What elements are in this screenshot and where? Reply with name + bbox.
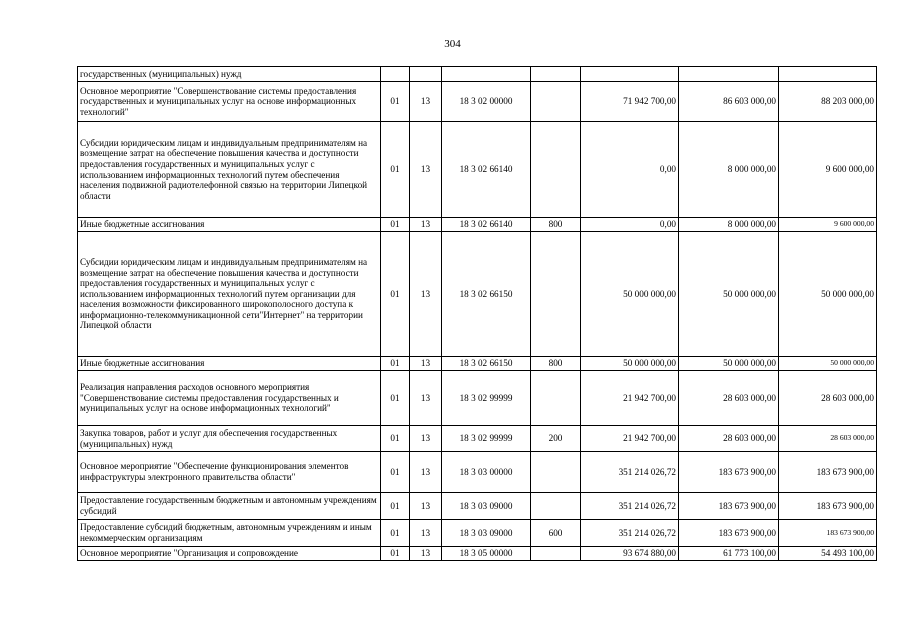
row-razdel: 01	[381, 232, 410, 357]
row-sum-3: 54 493 100,00	[779, 547, 877, 561]
row-sum-3: 50 000 000,00	[779, 232, 877, 357]
row-sum-1: 71 942 700,00	[581, 82, 679, 122]
row-razdel: 01	[381, 452, 410, 493]
row-sum-3: 50 000 000,00	[779, 357, 877, 371]
row-name: Субсидии юридическим лицам и индивидуальным предпринимателям на возмещение затрат на обеспечение повышения качества и доступности предоставления государственных и муниципальных услуг с использованием информационных технологий путем обеспечения населения подвижной радиотелефонной связью на территории Липецкой области	[78, 122, 381, 218]
row-podrazdel	[410, 67, 442, 82]
row-name: Основное мероприятие "Организация и сопровождение	[78, 547, 381, 561]
table-row	[78, 426, 877, 452]
row-sum-1: 50 000 000,00	[581, 357, 679, 371]
row-vr	[531, 547, 581, 561]
row-sum-1: 21 942 700,00	[581, 371, 679, 426]
row-sum-3: 183 673 900,00	[779, 520, 877, 547]
row-csr: 18 3 02 66150	[442, 232, 531, 357]
table-row	[78, 357, 877, 371]
table-row	[78, 452, 877, 493]
row-sum-2: 183 673 900,00	[679, 452, 779, 493]
row-csr: 18 3 03 00000	[442, 452, 531, 493]
row-csr: 18 3 03 09000	[442, 520, 531, 547]
row-sum-2: 50 000 000,00	[679, 357, 779, 371]
row-vr: 200	[531, 426, 581, 452]
row-name: Реализация направления расходов основного мероприятия "Совершенствование системы предоставления государственных и муниципальных услуг на основе информационных технологий"	[78, 371, 381, 426]
row-razdel: 01	[381, 357, 410, 371]
row-razdel: 01	[381, 493, 410, 520]
row-csr: 18 3 02 00000	[442, 82, 531, 122]
row-sum-1: 351 214 026,72	[581, 493, 679, 520]
row-csr: 18 3 02 66150	[442, 357, 531, 371]
row-sum-2: 28 603 000,00	[679, 371, 779, 426]
row-podrazdel: 13	[410, 452, 442, 493]
row-sum-3: 9 600 000,00	[779, 218, 877, 232]
row-csr	[442, 67, 531, 82]
row-podrazdel: 13	[410, 547, 442, 561]
row-sum-1: 0,00	[581, 218, 679, 232]
row-csr: 18 3 05 00000	[442, 547, 531, 561]
row-sum-3: 88 203 000,00	[779, 82, 877, 122]
row-vr	[531, 493, 581, 520]
table-row	[78, 122, 877, 218]
row-csr: 18 3 02 99999	[442, 426, 531, 452]
row-csr: 18 3 02 66140	[442, 218, 531, 232]
row-csr: 18 3 02 66140	[442, 122, 531, 218]
row-sum-3: 9 600 000,00	[779, 122, 877, 218]
page-number: 304	[444, 38, 461, 50]
row-name: Основное мероприятие "Обеспечение функционирования элементов инфраструктуры электронного правительства области"	[78, 452, 381, 493]
table-row	[78, 82, 877, 122]
row-vr	[531, 67, 581, 82]
row-sum-2: 8 000 000,00	[679, 122, 779, 218]
budget-table	[77, 66, 877, 561]
row-razdel: 01	[381, 82, 410, 122]
row-sum-2: 183 673 900,00	[679, 493, 779, 520]
row-sum-1	[581, 67, 679, 82]
table-row	[78, 547, 877, 561]
table-row	[78, 493, 877, 520]
row-name: Предоставление государственным бюджетным и автономным учреждениям субсидий	[78, 493, 381, 520]
row-sum-3	[779, 67, 877, 82]
row-name: государственных (муниципальных) нужд	[78, 67, 381, 82]
row-podrazdel: 13	[410, 232, 442, 357]
row-sum-1: 50 000 000,00	[581, 232, 679, 357]
row-vr	[531, 232, 581, 357]
row-vr: 800	[531, 218, 581, 232]
row-sum-1: 93 674 880,00	[581, 547, 679, 561]
row-sum-2: 61 773 100,00	[679, 547, 779, 561]
row-name: Закупка товаров, работ и услуг для обеспечения государственных (муниципальных) нужд	[78, 426, 381, 452]
table-row	[78, 67, 877, 82]
row-sum-1: 0,00	[581, 122, 679, 218]
row-name: Предоставление субсидий бюджетным, автономным учреждениям и иным некоммерческим организациям	[78, 520, 381, 547]
row-podrazdel: 13	[410, 82, 442, 122]
row-csr: 18 3 02 99999	[442, 371, 531, 426]
table-row	[78, 218, 877, 232]
row-vr	[531, 371, 581, 426]
row-podrazdel: 13	[410, 520, 442, 547]
row-sum-2: 183 673 900,00	[679, 520, 779, 547]
row-razdel: 01	[381, 122, 410, 218]
row-razdel: 01	[381, 520, 410, 547]
row-podrazdel: 13	[410, 426, 442, 452]
row-name: Иные бюджетные ассигнования	[78, 357, 381, 371]
row-razdel: 01	[381, 426, 410, 452]
row-vr: 800	[531, 357, 581, 371]
row-sum-1: 351 214 026,72	[581, 452, 679, 493]
table-row	[78, 371, 877, 426]
row-name: Основное мероприятие "Совершенствование системы предоставления государственных и муниципальных услуг на основе информационных технологий"	[78, 82, 381, 122]
row-sum-2	[679, 67, 779, 82]
row-sum-3: 28 603 000,00	[779, 371, 877, 426]
row-podrazdel: 13	[410, 122, 442, 218]
row-podrazdel: 13	[410, 357, 442, 371]
row-name: Иные бюджетные ассигнования	[78, 218, 381, 232]
row-sum-3: 28 603 000,00	[779, 426, 877, 452]
table-row	[78, 232, 877, 357]
row-vr	[531, 122, 581, 218]
row-podrazdel: 13	[410, 371, 442, 426]
row-sum-1: 21 942 700,00	[581, 426, 679, 452]
row-sum-2: 50 000 000,00	[679, 232, 779, 357]
row-sum-3: 183 673 900,00	[779, 493, 877, 520]
table-row	[78, 520, 877, 547]
row-vr: 600	[531, 520, 581, 547]
row-sum-2: 28 603 000,00	[679, 426, 779, 452]
row-csr: 18 3 03 09000	[442, 493, 531, 520]
row-vr	[531, 82, 581, 122]
row-sum-2: 8 000 000,00	[679, 218, 779, 232]
row-vr	[531, 452, 581, 493]
row-name: Субсидии юридическим лицам и индивидуальным предпринимателям на возмещение затрат на обеспечение повышения качества и доступности предоставления государственных и муниципальных услуг с использованием информационных технологий путем организации для населения возможности фиксированного широкополосного доступа к информационно-телекоммуникационной сети"Интернет" на территории Липецкой области	[78, 232, 381, 357]
row-sum-3: 183 673 900,00	[779, 452, 877, 493]
row-razdel: 01	[381, 218, 410, 232]
row-razdel: 01	[381, 547, 410, 561]
row-sum-1: 351 214 026,72	[581, 520, 679, 547]
row-razdel	[381, 67, 410, 82]
row-podrazdel: 13	[410, 218, 442, 232]
row-podrazdel: 13	[410, 493, 442, 520]
row-sum-2: 86 603 000,00	[679, 82, 779, 122]
row-razdel: 01	[381, 371, 410, 426]
